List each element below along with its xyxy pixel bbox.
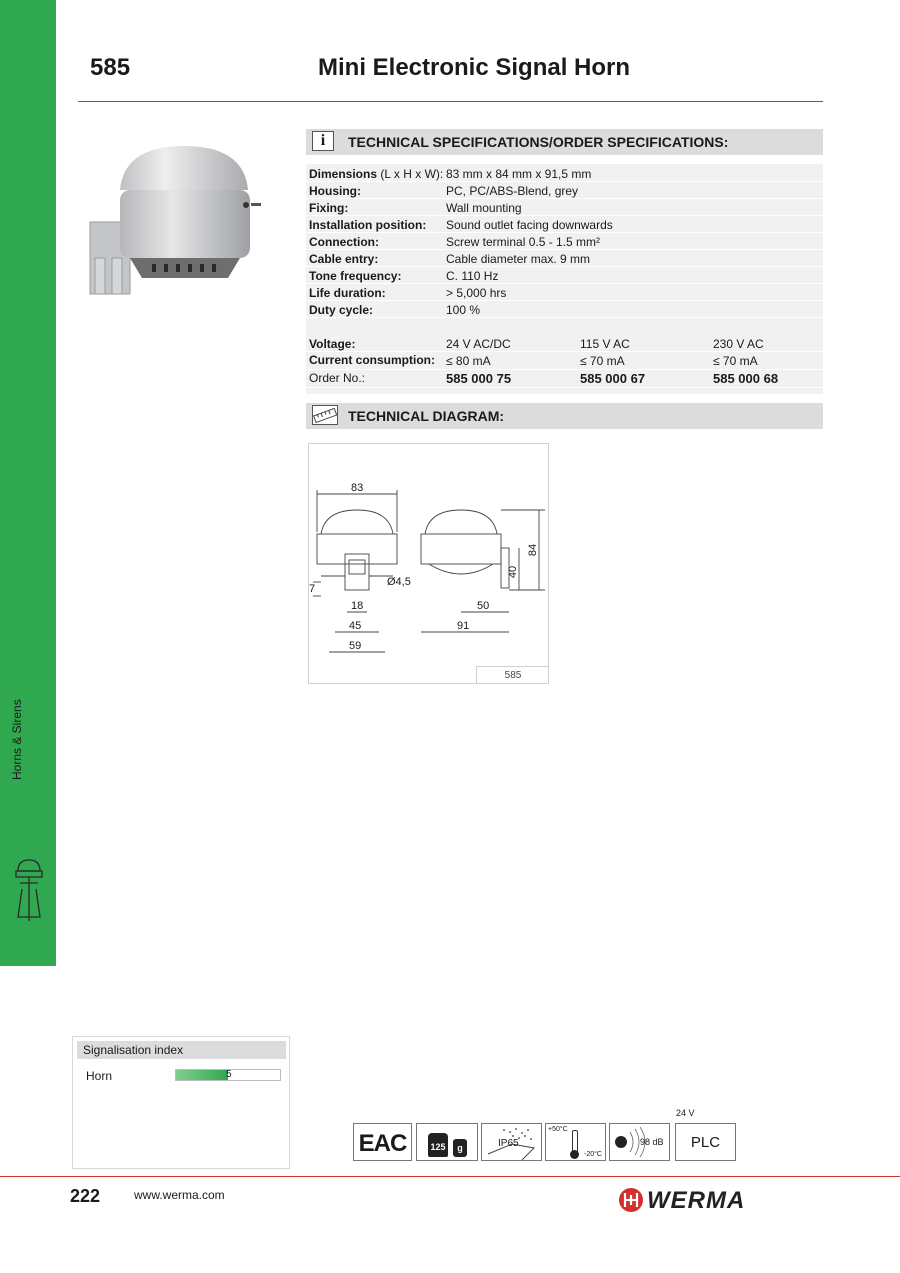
temperature-icon [545, 1123, 606, 1161]
sound-level-value: 98 dB [640, 1137, 664, 1147]
page-title: Mini Electronic Signal Horn [318, 54, 631, 81]
dim-offset: 7 [309, 583, 316, 595]
dim-outlet-depth: 50 [477, 600, 490, 612]
spec-label-suffix: (L x H x W): [377, 167, 444, 181]
eac-mark-text: EAC [358, 1130, 407, 1157]
voltage-value: 115 V AC [580, 337, 630, 351]
spec-value: 83 mm x 84 mm x 91,5 mm [446, 167, 592, 181]
spec-value: Sound outlet facing downwards [446, 218, 613, 232]
dimension-drawing [309, 444, 548, 683]
thermometer-bulb [570, 1150, 579, 1159]
signalisation-title: Signalisation index [77, 1041, 286, 1059]
spec-label: Life duration: [309, 286, 386, 300]
spec-row-housing [306, 183, 823, 199]
weight-unit: g [457, 1143, 463, 1153]
current-value: ≤ 70 mA [713, 354, 758, 368]
sound-level-icon [609, 1123, 670, 1161]
current-value: ≤ 80 mA [446, 354, 491, 368]
signalisation-label: Horn [86, 1069, 113, 1083]
spec-label: Housing: [309, 184, 361, 198]
product-number: 585 [90, 54, 131, 81]
ruler-glyph [313, 406, 337, 424]
diagram-section-header [306, 403, 823, 429]
dim-outlet-height: 40 [507, 565, 520, 579]
ruler-icon [312, 405, 338, 425]
spec-row-connection [306, 234, 823, 250]
current-row [306, 352, 823, 370]
horn-category-icon [10, 855, 48, 927]
spec-section-title: TECHNICAL SPECIFICATIONS/ORDER SPECIFICATIONS: [348, 134, 729, 150]
dim-bracket-outer: 59 [349, 640, 362, 652]
dim-width: 83 [351, 482, 364, 494]
spec-row-cable-entry [306, 251, 823, 267]
spec-row-tone-frequency [306, 268, 823, 284]
current-value: ≤ 70 mA [580, 354, 625, 368]
order-number: 585 000 68 [713, 371, 779, 386]
sidebar-section-label: Horns & Sirens [10, 699, 24, 780]
product-photo [80, 140, 270, 300]
spec-value: Cable diameter max. 9 mm [446, 252, 591, 266]
order-label: Order No.: [309, 371, 366, 385]
dim-hole: Ø4,5 [387, 576, 411, 588]
page-number: 222 [70, 1186, 101, 1206]
plc-voltage: 24 V [676, 1108, 695, 1118]
werma-logo [617, 1186, 817, 1216]
spec-value: Screw terminal 0.5 - 1.5 mm² [446, 235, 601, 249]
dim-depth: 91 [457, 620, 470, 632]
dim-bracket-inner: 45 [349, 620, 362, 632]
footer-divider [0, 1176, 900, 1177]
diagram-caption: 585 [476, 666, 549, 684]
ip-rating-text: IP65 [498, 1138, 519, 1149]
spec-row-fixing [306, 200, 823, 216]
title-divider [78, 101, 823, 102]
werma-wordmark: WERMA [647, 1187, 746, 1214]
order-number-row [306, 370, 823, 388]
spec-row-life-duration [306, 285, 823, 301]
technical-diagram [308, 443, 549, 684]
order-number: 585 000 67 [580, 371, 646, 386]
category-sidebar [0, 0, 56, 966]
spec-label: Cable entry: [309, 252, 379, 266]
spec-value: > 5,000 hrs [446, 286, 507, 300]
eac-mark [353, 1123, 412, 1161]
voltage-label: Voltage: [309, 337, 356, 351]
spec-label: Installation position: [309, 218, 427, 232]
spec-label: Duty cycle: [309, 303, 374, 317]
spec-label: Tone frequency: [309, 269, 402, 283]
weight-icon [416, 1123, 478, 1161]
order-number: 585 000 75 [446, 371, 512, 386]
spec-value: PC, PC/ABS-Blend, grey [446, 184, 579, 198]
spec-row-installation [306, 217, 823, 233]
signalisation-value: 5 [226, 1069, 232, 1080]
dim-height: 84 [527, 543, 540, 557]
plc-badge [675, 1123, 736, 1161]
voltage-value: 24 V AC/DC [446, 337, 511, 351]
spec-section-header [306, 129, 823, 155]
plc-text: PLC [690, 1134, 721, 1151]
spec-value: C. 110 Hz [446, 269, 499, 283]
weight-value: 125 [430, 1142, 446, 1152]
info-icon: i [312, 131, 334, 151]
temp-max: +50°C [548, 1126, 568, 1133]
spec-row-dimensions [306, 166, 823, 182]
diagram-section-title: TECHNICAL DIAGRAM: [348, 408, 505, 424]
spec-label: Connection: [309, 235, 379, 249]
spec-value: Wall mounting [446, 201, 522, 215]
signalisation-bar-fill [176, 1070, 228, 1080]
temp-min: -20°C [584, 1151, 602, 1158]
website-link[interactable]: www.werma.com [134, 1188, 225, 1202]
spec-label: Dimensions [309, 167, 378, 181]
spec-value: 100 % [446, 303, 481, 317]
dim-hole-spacing: 18 [351, 600, 364, 612]
spec-row-duty-cycle [306, 302, 823, 318]
voltage-row [306, 336, 823, 352]
signalisation-bar [175, 1069, 281, 1081]
current-label: Current consumption: [309, 353, 435, 367]
ip-rating-icon [481, 1123, 542, 1161]
spec-label: Fixing: [309, 201, 349, 215]
voltage-value: 230 V AC [713, 337, 764, 351]
